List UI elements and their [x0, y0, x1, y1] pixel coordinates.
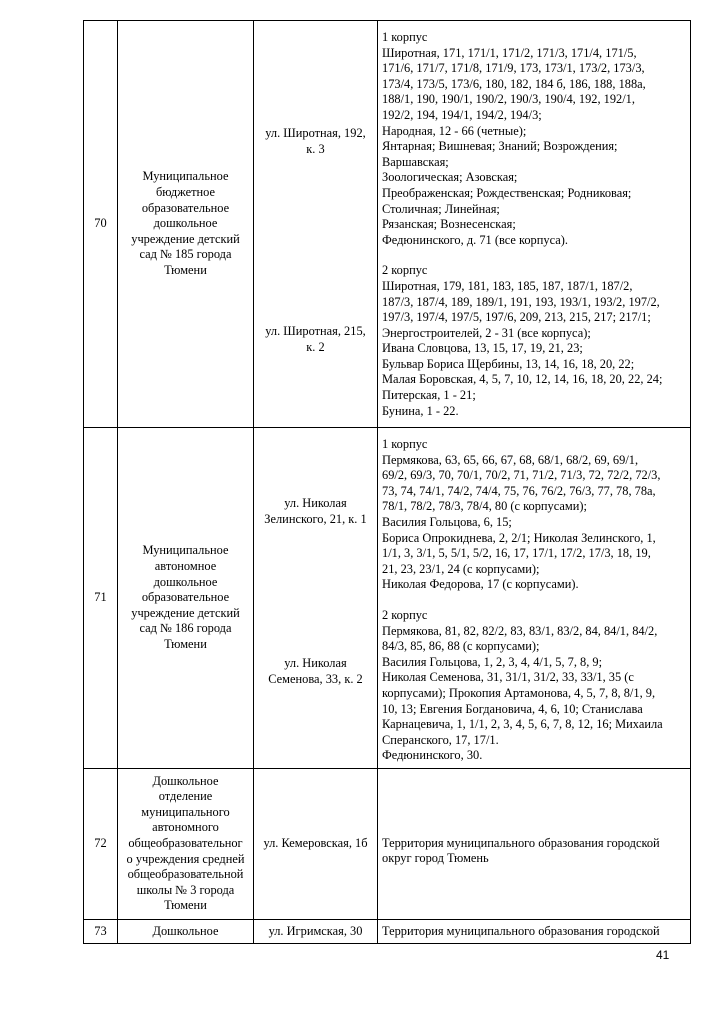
institution-name: Дошкольное: [118, 919, 254, 943]
schools-table: [83, 20, 691, 944]
territory-cell: Территория муниципального образования городской: [378, 919, 691, 943]
address-cell: [254, 21, 378, 428]
address-building-1: ул. Кемеровская, 1б: [263, 835, 368, 850]
territory-block-building-1: 1 корпус Пермякова, 63, 65, 66, 67, 68, 68/1, 68/2, 69, 69/1, 69/2, 69/3, 70, 70/1, 70/2, 71, 71/2, 71/3, 72, 72/2, 72/3, 73, 74, 74/1, 74/2, 74/4, 75, 76, 76/2, 76/3, 77, 78, 78а, 78/1, 78/2, 78/3, 78/4, 80 (с корпусами); Василия Гольцова, 6, 15; Бориса Опрокиднева, 2, 2/1; Николая Зелинского, 1, 1/1, 3, 3/1, 5, 5/1, 5/2, 16, 17, 17/1, 17/2, 17/3, 18, 19, 21, 23, 23/1, 24 (с корпусами); Николая Федорова, 17 (с корпусами).: [382, 437, 661, 592]
address-cell: ул. Игримская, 30: [254, 919, 378, 943]
row-number: 70: [84, 21, 118, 428]
address-cell: [254, 428, 378, 769]
row-number: 72: [84, 768, 118, 919]
territory-cell: [378, 428, 691, 769]
institution-name: Дошкольное отделение муниципального автономного общеобразовательног о учреждения средней общеобразовательной школы № 3 города Тюмени: [118, 768, 254, 919]
institution-name: Муниципальное автономное дошкольное образовательное учреждение детский сад № 186 города Тюмени: [118, 428, 254, 769]
table-row: [84, 919, 691, 943]
row-number: 71: [84, 428, 118, 769]
page-number: 41: [656, 948, 670, 962]
address-building-2: ул. Широтная, 215, к. 2: [265, 324, 366, 354]
table-row: [84, 428, 691, 769]
address-building-2: ул. Николая Семенова, 33, к. 2: [268, 656, 363, 686]
address-building-1: ул. Широтная, 192, к. 3: [265, 126, 366, 156]
territory-block-building-2: 2 корпус Пермякова, 81, 82, 82/2, 83, 83/1, 83/2, 84, 84/1, 84/2, 84/3, 85, 86, 88 (с корпусами); Василия Гольцова, 1, 2, 3, 4, 4/1, 5, 7, 8, 9; Николая Семенова, 31, 31/1, 31/2, 33, 33/1, 35 (с корпусами); Прокопия Артамонова, 4, 5, 7, 8, 8/1, 9, 10, 13; Евгения Богдановича, 4, 6, 10; Станислава Карнацевича, 1, 1/1, 2, 3, 4, 5, 6, 7, 8, 12, 16; Михаила Сперанского, 17, 17/1. Федюнинского, 30.: [382, 607, 663, 763]
territory-cell: Территория муниципального образования городской округ город Тюмень: [378, 768, 691, 919]
territory-block-building-1: 1 корпус Широтная, 171, 171/1, 171/2, 171/3, 171/4, 171/5, 171/6, 171/7, 171/8, 171/9, 173, 173/1, 173/2, 173/3, 173/4, 173/5, 173/6, 180, 182, 184 б, 186, 188, 188а, 188/1, 190, 190/1, 190/2, 190/3, 190/4, 192, 192/1, 192/2, 194, 194/1, 194/2, 194/3; Народная, 12 - 66 (четные); Янтарная; Вишневая; Знаний; Возрождения; Варшавская; Зоологическая; Азовская; Преображенская; Рождественская; Родниковая; Столичная; Линейная; Рязанская; Вознесенская; Федюнинского, д. 71 (все корпуса).: [382, 30, 646, 247]
address-building-1: ул. Николая Зелинского, 21, к. 1: [264, 496, 367, 526]
territory-cell: [378, 21, 691, 428]
table-row: [84, 21, 691, 428]
row-number: 73: [84, 919, 118, 943]
table-row: [84, 768, 691, 919]
territory-block-building-2: 2 корпус Широтная, 179, 181, 183, 185, 187, 187/1, 187/2, 187/3, 187/4, 189, 189/1, 191, 193, 193/1, 193/2, 197/2, 197/3, 197/4, 197/5, 197/6, 209, 213, 215, 217; 217/1; Энергостроителей, 2 - 31 (все корпуса); Ивана Словцова, 13, 15, 17, 19, 21, 23; Бульвар Бориса Щербины, 13, 14, 16, 18, 20, 22; Малая Боровская, 4, 5, 7, 10, 12, 14, 16, 18, 20, 22, 24; Питерская, 1 - 21; Бунина, 1 - 22.: [382, 263, 663, 418]
institution-name: Муниципальное бюджетное образовательное дошкольное учреждение детский сад № 185 города Тюмени: [118, 21, 254, 428]
address-cell: [254, 768, 378, 919]
